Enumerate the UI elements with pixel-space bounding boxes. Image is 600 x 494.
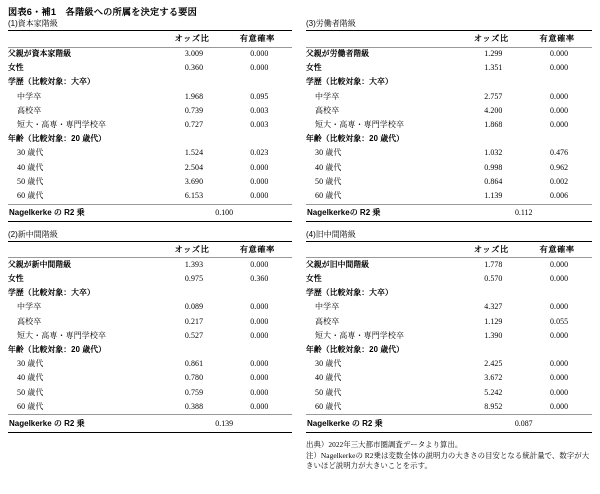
panel-1-table xyxy=(8,30,292,222)
significance-value: 0.360 xyxy=(250,274,269,284)
significance-value: 0.000 xyxy=(549,274,569,284)
table-row xyxy=(306,258,592,273)
column-header-significance: 有意確率 xyxy=(227,31,292,48)
row-label: 30 歳代 xyxy=(17,148,44,158)
odds-ratio-value: 0.727 xyxy=(184,120,204,130)
column-header-odds-ratio: オッズ比 xyxy=(161,241,226,258)
odds-ratio-value: 1.968 xyxy=(184,91,204,101)
column-header-significance: 有意確率 xyxy=(526,31,592,48)
row-label: 60 歳代 xyxy=(315,401,342,411)
table-row xyxy=(306,287,592,301)
row-label: 中学卒 xyxy=(17,91,42,101)
table-row xyxy=(8,76,292,90)
table-row xyxy=(306,400,592,415)
row-label: 40 歳代 xyxy=(315,162,342,172)
column-header-label xyxy=(8,31,161,48)
row-label: 短大・高専・専門学校卒 xyxy=(315,330,405,340)
table-row xyxy=(306,315,592,329)
significance-value xyxy=(526,287,592,301)
row-label: 父親が新中間階級 xyxy=(8,259,72,269)
table-row xyxy=(306,175,592,189)
table-row xyxy=(8,118,292,132)
row-label: 中学卒 xyxy=(315,91,340,101)
table-row xyxy=(306,161,592,175)
table-row xyxy=(8,329,292,343)
odds-ratio-value: 3.690 xyxy=(184,176,204,186)
row-label: 短大・高専・専門学校卒 xyxy=(17,330,107,340)
row-label: 父親が労働者階級 xyxy=(306,49,370,59)
r2-label: Nagelkerke の R2 乗 xyxy=(8,204,161,221)
row-label: 高校卒 xyxy=(17,316,42,326)
r2-value: 0.112 xyxy=(460,204,592,221)
column-header-odds-ratio: オッズ比 xyxy=(460,31,526,48)
row-label: 60 歳代 xyxy=(17,401,44,411)
significance-value: 0.095 xyxy=(250,91,269,101)
odds-ratio-value xyxy=(460,287,526,301)
table-row xyxy=(8,147,292,161)
odds-ratio-value: 0.360 xyxy=(184,63,204,73)
odds-ratio-value: 0.739 xyxy=(184,105,204,115)
odds-ratio-value xyxy=(460,76,526,90)
odds-ratio-value: 2.425 xyxy=(484,359,503,369)
table-row xyxy=(8,258,292,273)
panel-1 xyxy=(8,18,292,222)
significance-value xyxy=(526,343,592,357)
table-row xyxy=(8,189,292,204)
significance-value: 0.000 xyxy=(250,63,269,73)
significance-value: 0.003 xyxy=(250,105,269,115)
r2-value: 0.100 xyxy=(161,204,292,221)
panel-4-body xyxy=(306,258,592,415)
table-row xyxy=(306,133,592,147)
row-label: 女性 xyxy=(306,63,322,73)
page-title: 図表6・補1 各階級への所属を決定する要因 xyxy=(8,7,197,17)
table-row xyxy=(306,301,592,315)
odds-ratio-value: 0.861 xyxy=(184,359,204,369)
significance-value xyxy=(227,76,292,90)
table-header-row xyxy=(8,241,292,258)
odds-ratio-value: 1.778 xyxy=(484,259,503,269)
table-row xyxy=(306,358,592,372)
significance-value: 0.000 xyxy=(549,401,569,411)
odds-ratio-value xyxy=(161,343,226,357)
row-label: 60 歳代 xyxy=(17,190,44,200)
table-row xyxy=(8,272,292,286)
significance-value: 0.962 xyxy=(549,162,569,172)
odds-ratio-value: 0.759 xyxy=(184,387,204,397)
significance-value: 0.023 xyxy=(250,148,269,158)
table-row xyxy=(306,386,592,400)
row-label: 父親が資本家階級 xyxy=(8,49,72,59)
panel-2-r2-row xyxy=(8,415,292,432)
explanatory-note: 注）Nagelkerkeの R2乗は変数全体の説明力の大きさの目安となる統計量で、数字が大きいほど説明力が大きいことを示す。 xyxy=(306,450,590,470)
significance-value: 0.002 xyxy=(549,176,569,186)
significance-value: 0.476 xyxy=(549,148,569,158)
table-header-row xyxy=(306,31,592,48)
odds-ratio-value: 1.129 xyxy=(484,316,503,326)
significance-value: 0.000 xyxy=(250,359,269,369)
significance-value: 0.000 xyxy=(250,316,269,326)
odds-ratio-value: 5.242 xyxy=(484,387,503,397)
table-row xyxy=(306,62,592,76)
panel-3-body xyxy=(306,47,592,204)
row-label: 高校卒 xyxy=(315,316,340,326)
column-header-label xyxy=(306,31,460,48)
table-header-row xyxy=(306,241,592,258)
significance-value: 0.000 xyxy=(549,49,569,59)
odds-ratio-value: 3.009 xyxy=(184,49,204,59)
odds-ratio-value: 0.527 xyxy=(184,330,204,340)
row-label: 40 歳代 xyxy=(17,162,44,172)
table-row xyxy=(8,315,292,329)
row-label: 学歴（比較対象：大卒） xyxy=(8,77,95,87)
odds-ratio-value xyxy=(161,287,226,301)
row-label: 30 歳代 xyxy=(17,359,44,369)
row-label: 50 歳代 xyxy=(315,176,342,186)
odds-ratio-value: 1.299 xyxy=(484,49,503,59)
panel-4 xyxy=(306,229,592,433)
table-row xyxy=(306,76,592,90)
panel-4-table xyxy=(306,241,592,433)
r2-value: 0.087 xyxy=(460,415,592,432)
row-label: 年齢（比較対象：20 歳代） xyxy=(8,344,107,354)
column-header-label xyxy=(306,241,460,258)
left-column xyxy=(0,18,300,472)
row-label: 30 歳代 xyxy=(315,359,342,369)
significance-value: 0.000 xyxy=(549,91,569,101)
odds-ratio-value: 4.200 xyxy=(484,105,503,115)
significance-value: 0.000 xyxy=(250,373,269,383)
table-row xyxy=(306,118,592,132)
column-header-odds-ratio: オッズ比 xyxy=(460,241,526,258)
table-row xyxy=(306,329,592,343)
panel-1-body xyxy=(8,47,292,204)
row-label: 40 歳代 xyxy=(17,373,44,383)
significance-value: 0.000 xyxy=(250,49,269,59)
row-label: 中学卒 xyxy=(315,302,340,312)
r2-label: Nagelkerkeの R2 乗 xyxy=(306,204,460,221)
row-label: 父親が旧中間階級 xyxy=(306,259,370,269)
significance-value xyxy=(227,133,292,147)
row-label: 年齢（比較対象：20 歳代） xyxy=(8,134,107,144)
table-row xyxy=(8,343,292,357)
table-row xyxy=(306,372,592,386)
significance-value: 0.000 xyxy=(549,387,569,397)
significance-value xyxy=(526,76,592,90)
table-header-row xyxy=(8,31,292,48)
odds-ratio-value: 0.388 xyxy=(184,401,204,411)
table-row xyxy=(8,133,292,147)
table-row xyxy=(306,90,592,104)
column-header-label xyxy=(8,241,161,258)
source-note: 出典）2022年三大都市圏調査データより算出。 xyxy=(306,439,463,449)
table-row xyxy=(306,104,592,118)
panel-4-r2-row xyxy=(306,415,592,432)
row-label: 年齢（比較対象：20 歳代） xyxy=(306,344,405,354)
panel-1-caption: (1)資本家階級 xyxy=(8,19,58,28)
row-label: 50 歳代 xyxy=(17,387,44,397)
table-row xyxy=(8,161,292,175)
table-row xyxy=(306,343,592,357)
significance-value: 0.055 xyxy=(549,316,569,326)
table-row xyxy=(8,287,292,301)
panel-2-caption: (2)新中間階級 xyxy=(8,229,58,239)
odds-ratio-value: 0.217 xyxy=(184,316,204,326)
two-column-layout xyxy=(0,18,600,472)
odds-ratio-value: 0.998 xyxy=(484,162,503,172)
odds-ratio-value: 1.351 xyxy=(484,63,503,73)
table-row xyxy=(8,47,292,62)
row-label: 学歴（比較対象：大卒） xyxy=(306,288,393,298)
significance-value: 0.003 xyxy=(250,120,269,130)
figure-notes xyxy=(306,440,592,472)
significance-value xyxy=(227,343,292,357)
panel-2-body xyxy=(8,258,292,415)
odds-ratio-value: 1.393 xyxy=(184,259,204,269)
row-label: 女性 xyxy=(8,274,24,284)
table-row xyxy=(8,372,292,386)
table-row xyxy=(8,90,292,104)
significance-value: 0.000 xyxy=(549,63,569,73)
odds-ratio-value: 2.757 xyxy=(484,91,503,101)
significance-value: 0.000 xyxy=(250,162,269,172)
column-header-odds-ratio: オッズ比 xyxy=(161,31,226,48)
odds-ratio-value: 3.672 xyxy=(484,373,503,383)
row-label: 高校卒 xyxy=(315,105,340,115)
odds-ratio-value: 1.868 xyxy=(484,120,503,130)
column-header-significance: 有意確率 xyxy=(526,241,592,258)
panel-3 xyxy=(306,18,592,222)
row-label: 高校卒 xyxy=(17,105,42,115)
panel-3-caption: (3)労働者階級 xyxy=(306,19,356,28)
significance-value: 0.000 xyxy=(549,105,569,115)
table-row xyxy=(8,62,292,76)
significance-value: 0.000 xyxy=(250,302,269,312)
significance-value xyxy=(526,133,592,147)
odds-ratio-value xyxy=(460,343,526,357)
significance-value: 0.000 xyxy=(549,359,569,369)
odds-ratio-value xyxy=(161,76,226,90)
table-row xyxy=(8,104,292,118)
significance-value xyxy=(227,287,292,301)
significance-value: 0.000 xyxy=(250,401,269,411)
row-label: 50 歳代 xyxy=(17,176,44,186)
odds-ratio-value: 1.032 xyxy=(484,148,503,158)
table-row xyxy=(306,189,592,204)
panel-3-r2-row xyxy=(306,204,592,221)
table-row xyxy=(8,386,292,400)
row-label: 40 歳代 xyxy=(315,373,342,383)
row-label: 50 歳代 xyxy=(315,387,342,397)
panel-2-table xyxy=(8,241,292,433)
panel-1-r2-row xyxy=(8,204,292,221)
odds-ratio-value: 0.089 xyxy=(184,302,204,312)
odds-ratio-value: 8.952 xyxy=(484,401,503,411)
significance-value: 0.000 xyxy=(250,176,269,186)
odds-ratio-value: 1.139 xyxy=(484,190,503,200)
panel-3-table xyxy=(306,30,592,222)
odds-ratio-value xyxy=(460,133,526,147)
row-label: 学歴（比較対象：大卒） xyxy=(306,77,393,87)
odds-ratio-value: 0.570 xyxy=(484,274,503,284)
table-row xyxy=(306,147,592,161)
row-label: 中学卒 xyxy=(17,302,42,312)
column-header-significance: 有意確率 xyxy=(227,241,292,258)
r2-label: Nagelkerke の R2 乗 xyxy=(8,415,161,432)
table-row xyxy=(8,175,292,189)
odds-ratio-value: 0.975 xyxy=(184,274,204,284)
row-label: 年齢（比較対象：20 歳代） xyxy=(306,134,405,144)
significance-value: 0.000 xyxy=(549,120,569,130)
table-row xyxy=(8,358,292,372)
odds-ratio-value: 6.153 xyxy=(184,190,204,200)
odds-ratio-value: 2.504 xyxy=(184,162,204,172)
row-label: 30 歳代 xyxy=(315,148,342,158)
right-column xyxy=(300,18,600,472)
row-label: 短大・高専・専門学校卒 xyxy=(315,120,405,130)
row-label: 女性 xyxy=(306,274,322,284)
significance-value: 0.000 xyxy=(549,330,569,340)
odds-ratio-value: 4.327 xyxy=(484,302,503,312)
table-row xyxy=(8,301,292,315)
panel-4-caption: (4)旧中間階級 xyxy=(306,229,356,239)
odds-ratio-value: 0.864 xyxy=(484,176,503,186)
table-row xyxy=(306,272,592,286)
table-row xyxy=(306,47,592,62)
significance-value: 0.000 xyxy=(250,190,269,200)
row-label: 60 歳代 xyxy=(315,190,342,200)
significance-value: 0.000 xyxy=(250,259,269,269)
significance-value: 0.006 xyxy=(549,190,569,200)
odds-ratio-value: 0.780 xyxy=(184,373,204,383)
odds-ratio-value: 1.390 xyxy=(484,330,503,340)
r2-value: 0.139 xyxy=(161,415,292,432)
odds-ratio-value xyxy=(161,133,226,147)
row-label: 短大・高専・専門学校卒 xyxy=(17,120,107,130)
significance-value: 0.000 xyxy=(250,387,269,397)
r2-label: Nagelkerke の R2 乗 xyxy=(306,415,460,432)
significance-value: 0.000 xyxy=(250,330,269,340)
significance-value: 0.000 xyxy=(549,259,569,269)
significance-value: 0.000 xyxy=(549,302,569,312)
table-row xyxy=(8,400,292,415)
odds-ratio-value: 1.524 xyxy=(184,148,204,158)
significance-value: 0.000 xyxy=(549,373,569,383)
row-label: 学歴（比較対象：大卒） xyxy=(8,288,95,298)
row-label: 女性 xyxy=(8,63,24,73)
panel-2 xyxy=(8,229,292,433)
